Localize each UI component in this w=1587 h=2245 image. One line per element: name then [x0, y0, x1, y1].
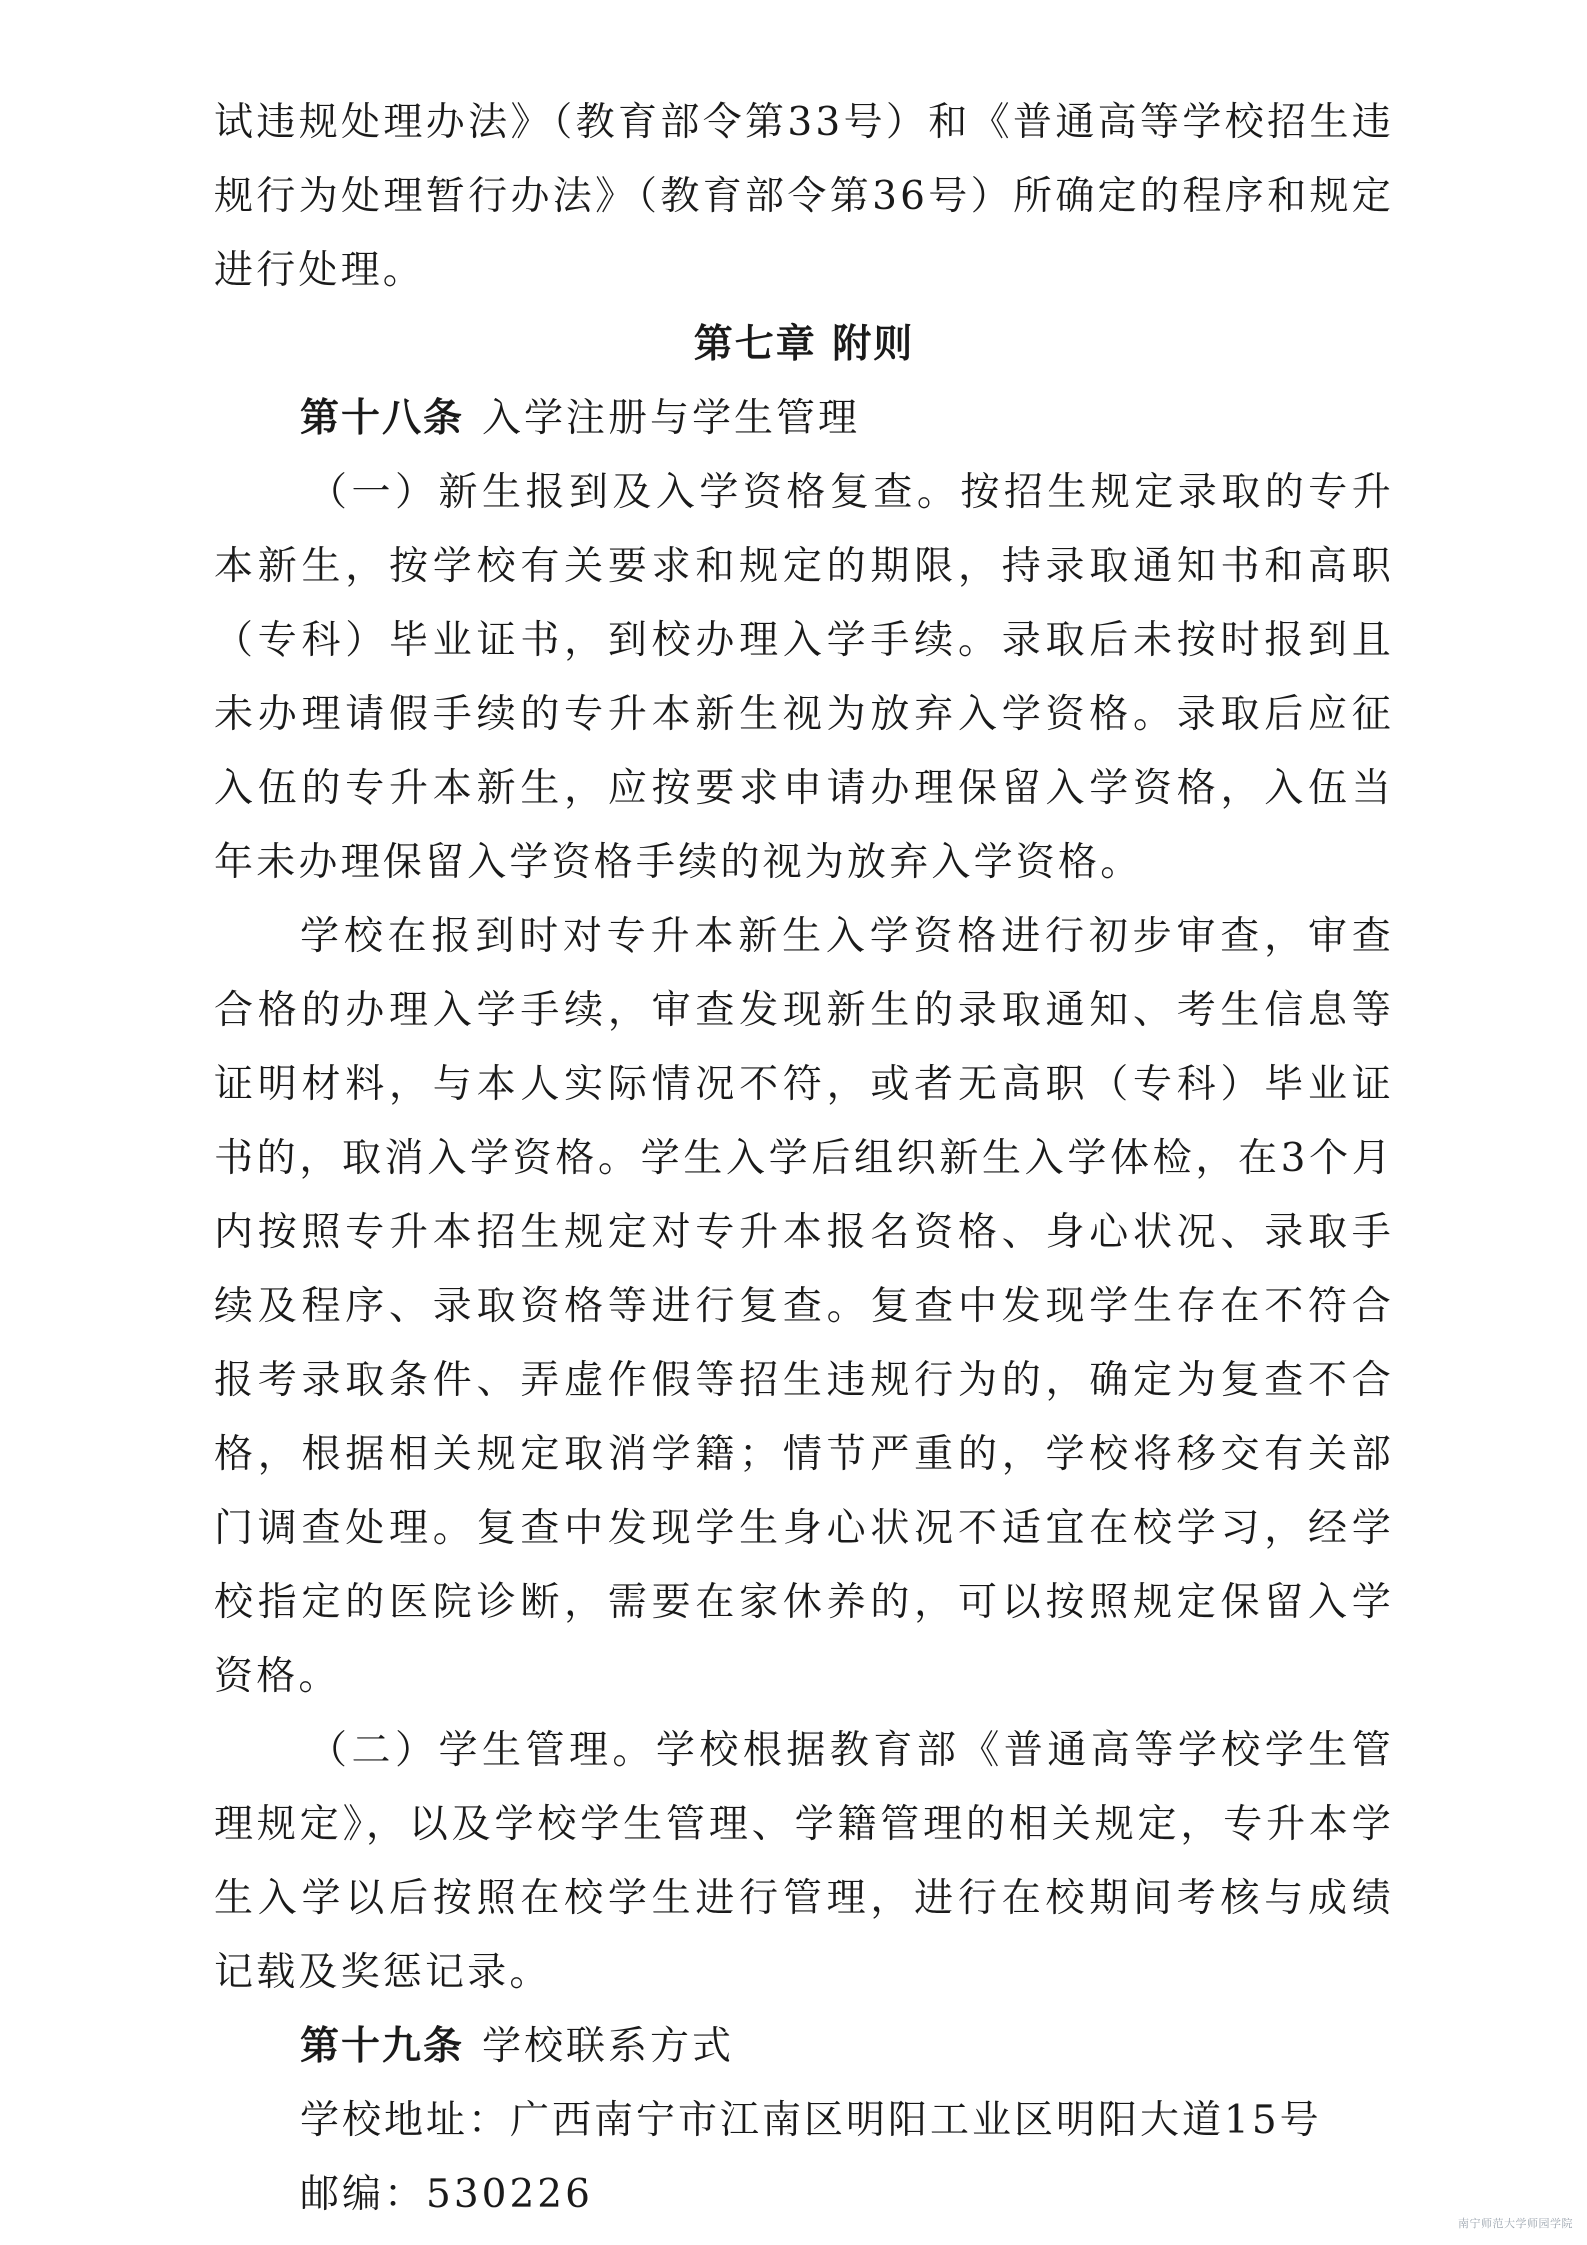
article-18-paragraph-1: （一）新生报到及入学资格复查。按招生规定录取的专升本新生，按学校有关要求和规定的期限，持录取通知书和高职（专科）毕业证书，到校办理入学手续。录取后未按时报到且未办理请假手续的专升本新生视为放弃入学资格。录取后应征入伍的专升本新生，应按要求申请办理保留入学资格，入伍当年未办理保留入学资格手续的视为放弃入学资格。 [214, 470, 1394, 885]
article-19-heading [214, 2010, 1394, 2084]
article-18-heading [214, 382, 1394, 456]
article-18-paragraph-2: 学校在报到时对专升本新生入学资格进行初步审查，审查合格的办理入学手续，审查发现新生的录取通知、考生信息等证明材料，与本人实际情况不符，或者无高职（专科）毕业证书的，取消入学资格。学生入学后组织新生入学体检，在3个月内按照专升本招生规定对专升本报名资格、身心状况、录取手续及程序、录取资格等进行复查。复查中发现学生存在不符合报考录取条件、弄虚作假等招生违规行为的，确定为复查不合格，根据相关规定取消学籍；情节严重的，学校将移交有关部门调查处理。复查中发现学生身心状况不适宜在校学习，经学校指定的医院诊断，需要在家休养的，可以按照规定保留入学资格。 [214, 914, 1394, 1699]
chapter-heading: 第七章 附则 [693, 322, 915, 367]
article-19-number: 第十九条 [300, 2024, 465, 2069]
school-postcode: 邮编：530226 [300, 2172, 593, 2217]
article-18-number: 第十八条 [300, 396, 465, 441]
article-18-paragraph-3: （二）学生管理。学校根据教育部《普通高等学校学生管理规定》，以及学校学生管理、学籍管理的相关规定，专升本学生入学以后按照在校学生进行管理，进行在校期间考核与成绩记载及奖惩记录。 [214, 1728, 1394, 1995]
article-18-subtitle: 入学注册与学生管理 [482, 396, 861, 441]
paragraph-continued: 试违规处理办法》（教育部令第33号）和《普通高等学校招生违规行为处理暂行办法》（教育部令第36号）所确定的程序和规定进行处理。 [214, 100, 1394, 293]
watermark-text: 南宁师范大学师园学院 [1458, 2217, 1573, 2230]
document-page [214, 86, 1394, 2232]
article-19-subtitle: 学校联系方式 [482, 2024, 735, 2069]
school-address: 学校地址：广西南宁市江南区明阳工业区明阳大道15号 [300, 2098, 1322, 2143]
